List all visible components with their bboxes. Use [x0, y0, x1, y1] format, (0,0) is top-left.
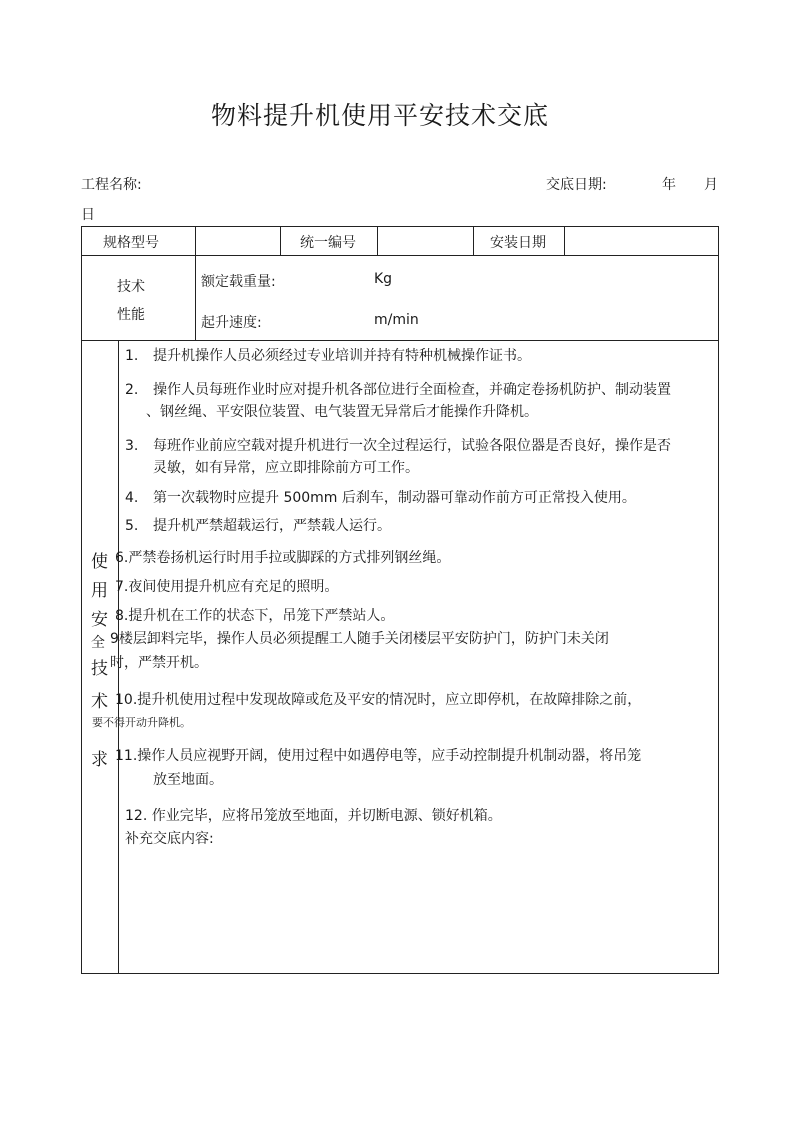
month-label: 月: [704, 177, 718, 193]
list-item: 12. 作业完毕，应将吊笼放至地面，并切断电源、锁好机箱。: [125, 808, 502, 824]
project-name-label: 工程名称:: [81, 177, 142, 193]
side-char: 使: [91, 552, 108, 572]
date-label: 交底日期:: [546, 177, 607, 193]
list-item-continuation: 时，严禁开机。: [110, 655, 208, 671]
list-item: 11.操作人员应视野开阔，使用过程中如遇停电等，应手动控制提升机制动器，将吊笼: [115, 748, 642, 764]
list-item: 6.严禁卷扬机运行时用手拉或脚踩的方式排列钢丝绳。: [115, 550, 451, 566]
day-label: 日: [81, 207, 95, 223]
rated-load-unit: Kg: [374, 271, 393, 287]
list-item-continuation: 灵敏，如有异常，应立即排除前方可工作。: [153, 460, 419, 476]
tech-label-line1: 技术: [117, 279, 145, 295]
year-label: 年: [662, 177, 676, 193]
install-date-label: 安装日期: [490, 235, 546, 251]
list-item: 9楼层卸料完毕，操作人员必须提醒工人随手关闭楼层平安防护门，防护门未关闭: [110, 631, 609, 647]
list-item: 3. 每班作业前应空载对提升机进行一次全过程运行，试验各限位器是否良好，操作是否: [125, 438, 671, 454]
rated-load-label: 额定载重量:: [201, 274, 276, 290]
list-item-continuation: 要不得开动升降机。: [92, 716, 191, 729]
list-item-continuation: 放至地面。: [153, 772, 223, 788]
list-item: 1. 提升机操作人员必须经过专业培训并持有特种机械操作证书。: [125, 348, 531, 364]
list-item: 8.提升机在工作的状态下，吊笼下严禁站人。: [115, 608, 395, 624]
speed-unit: m/min: [374, 312, 419, 328]
side-char: 用: [91, 581, 108, 601]
document-title: 物料提升机使用平安技术交底: [210, 101, 549, 130]
side-char: 安: [91, 610, 108, 630]
side-char: 求: [91, 750, 108, 770]
list-item: 2. 操作人员每班作业时应对提升机各部位进行全面检查，并确定卷扬机防护、制动装置: [125, 382, 671, 398]
side-char: 技: [91, 659, 108, 679]
list-item: 10.提升机使用过程中发现故障或危及平安的情况时，应立即停机，在故障排除之前，: [115, 692, 642, 708]
side-char: 全: [91, 635, 105, 651]
spec-label: 规格型号: [103, 235, 159, 251]
list-item: 5. 提升机严禁超载运行，严禁载人运行。: [125, 518, 391, 534]
supplement-label: 补充交底内容:: [125, 831, 214, 847]
list-item: 7.夜间使用提升机应有充足的照明。: [115, 579, 339, 595]
list-item: 4. 第一次载物时应提升 500mm 后刹车，制动器可靠动作前方可正常投入使用。: [125, 490, 636, 506]
tech-label-line2: 性能: [117, 307, 145, 323]
side-char: 术: [91, 692, 108, 712]
list-item-continuation: 、钢丝绳、平安限位装置、电气装置无异常后才能操作升降机。: [146, 404, 538, 420]
unified-no-label: 统一编号: [300, 235, 356, 251]
speed-label: 起升速度:: [201, 315, 262, 331]
